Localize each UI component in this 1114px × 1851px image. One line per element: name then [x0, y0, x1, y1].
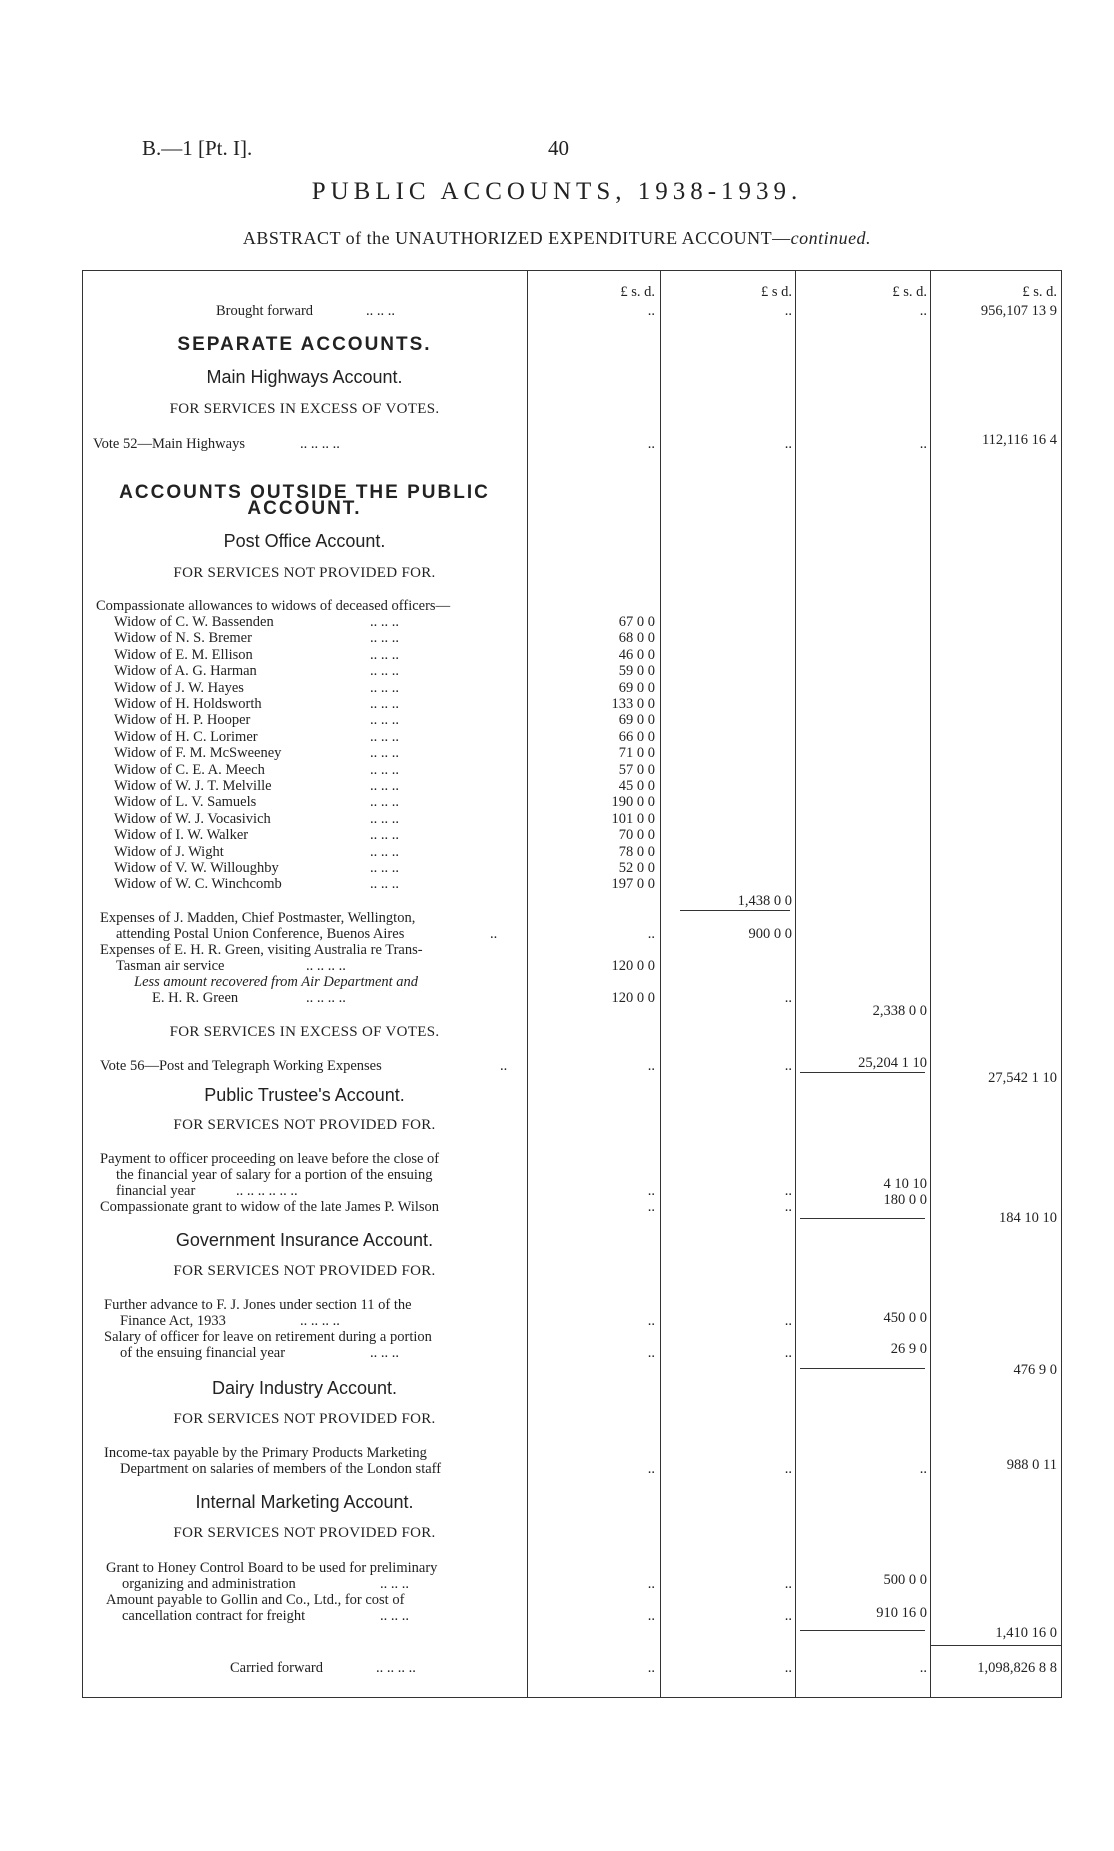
- separate-accounts-heading: SEPARATE ACCOUNTS.: [177, 334, 432, 355]
- not-provided-caption: FOR SERVICES NOT PROVIDED FOR.: [173, 1411, 436, 1427]
- vote52-label: Vote 52—Main Highways: [93, 436, 245, 452]
- madden-c2: 900 0 0: [748, 926, 792, 942]
- subtotal-rule: [800, 1072, 925, 1073]
- vote52-c2: ..: [784, 436, 792, 452]
- leader-dots: .. .. ..: [370, 614, 399, 630]
- widow-name: Widow of H. Holdsworth: [114, 696, 262, 712]
- widow-amount: 133 0 0: [611, 696, 655, 712]
- document-reference: B.—1 [Pt. I].: [142, 136, 253, 160]
- compassionate-intro: Compassionate allowances to widows of deceased officers—: [96, 598, 451, 614]
- carried-forward-label: Carried forward: [230, 1660, 323, 1676]
- widow-amount: 69 0 0: [618, 680, 655, 696]
- payment-line-1: Payment to officer proceeding on leave before the close of: [100, 1151, 440, 1167]
- jones-c1: ..: [647, 1313, 655, 1329]
- subtotal-rule: [800, 1368, 925, 1369]
- widow-amount: 70 0 0: [618, 827, 655, 843]
- widow-name: Widow of V. W. Willoughby: [114, 860, 279, 876]
- leader-dots: .. .. ..: [370, 647, 399, 663]
- widow-amount: 52 0 0: [618, 860, 655, 876]
- table-right-rule: [1061, 270, 1062, 1698]
- leader-dots: .. .. ..: [370, 745, 399, 761]
- c4-currency-header: £ s. d.: [1022, 284, 1057, 300]
- salary-line-1: Salary of officer for leave on retirement during a portion: [104, 1329, 432, 1345]
- leader-dots: .. .. ..: [370, 1345, 399, 1361]
- less-c1: 120 0 0: [611, 990, 655, 1006]
- table-bottom-rule: [82, 1697, 1062, 1698]
- page-number: 40: [548, 136, 569, 160]
- vote52-c4: 112,116 16 4: [981, 432, 1057, 448]
- jones-line-2: Finance Act, 1933: [120, 1313, 226, 1329]
- subtotal-rule: [800, 1218, 925, 1219]
- widows-total: 1,438 0 0: [737, 893, 792, 909]
- widow-name: Widow of A. G. Harman: [114, 663, 257, 679]
- widow-name: Widow of J. Wight: [114, 844, 224, 860]
- carried-forward-c3: ..: [919, 1660, 927, 1676]
- widow-name: Widow of H. C. Lorimer: [114, 729, 258, 745]
- column-rule-3: [795, 270, 796, 1698]
- column-rule-2: [660, 270, 661, 1698]
- salary-c1: ..: [647, 1345, 655, 1361]
- dairy-heading: Dairy Industry Account.: [211, 1378, 398, 1398]
- leader-dots: .. .. ..: [370, 762, 399, 778]
- leader-dots: .. .. .. ..: [306, 958, 346, 974]
- less-line-2: E. H. R. Green: [152, 990, 239, 1006]
- green-line-2: Tasman air service: [116, 958, 225, 974]
- gollin-c1: ..: [647, 1608, 655, 1624]
- c2-currency-header: £ s d.: [760, 284, 792, 300]
- c3-currency-header: £ s. d.: [892, 284, 927, 300]
- post-office-subtotal: 2,338 0 0: [872, 1003, 927, 1019]
- not-provided-caption: FOR SERVICES NOT PROVIDED FOR.: [173, 1525, 436, 1541]
- dairy-c3: ..: [919, 1461, 927, 1477]
- wilson-c3: 180 0 0: [883, 1192, 927, 1208]
- vote56-c3: 25,204 1 10: [858, 1055, 927, 1071]
- payment-line-2: the financial year of salary for a portion of the ensuing: [116, 1167, 433, 1183]
- internal-marketing-total: 1,410 16 0: [995, 1625, 1057, 1641]
- column-rule-1: [527, 270, 528, 1698]
- total-rule: [930, 1645, 1062, 1646]
- brought-forward-c1: ..: [647, 303, 655, 319]
- widow-amount: 190 0 0: [611, 794, 655, 810]
- widow-name: Widow of W. C. Winchcomb: [114, 876, 282, 892]
- widow-amount: 66 0 0: [618, 729, 655, 745]
- widow-amount: 71 0 0: [618, 745, 655, 761]
- leader-dots: .. .. ..: [370, 876, 399, 892]
- dairy-line-2: Department on salaries of members of the London staff: [120, 1461, 442, 1477]
- brought-forward-c4: 956,107 13 9: [980, 303, 1057, 319]
- leader-dots: .. .. .. ..: [300, 1313, 340, 1329]
- leader-dots: .. .. ..: [370, 827, 399, 843]
- leader-dots: .. .. ..: [370, 778, 399, 794]
- jones-c3: 450 0 0: [883, 1310, 927, 1326]
- gollin-line-2: cancellation contract for freight: [122, 1608, 306, 1624]
- dairy-line-1: Income-tax payable by the Primary Products Marketing: [104, 1445, 427, 1461]
- jones-line-1: Further advance to F. J. Jones under section 11 of the: [104, 1297, 412, 1313]
- leader-dots: ..: [500, 1058, 508, 1074]
- widow-name: Widow of F. M. McSweeney: [114, 745, 282, 761]
- widow-amount: 197 0 0: [611, 876, 655, 892]
- salary-c2: ..: [784, 1345, 792, 1361]
- vote52-c3: ..: [919, 436, 927, 452]
- vote52-c1: ..: [647, 436, 655, 452]
- leader-dots: .. .. .. .. .. ..: [236, 1183, 298, 1199]
- payment-c1: ..: [647, 1183, 655, 1199]
- wilson-c2: ..: [784, 1199, 792, 1215]
- madden-c1: ..: [647, 926, 655, 942]
- widow-name: Widow of W. J. T. Melville: [114, 778, 272, 794]
- madden-line-2: attending Postal Union Conference, Buenos Aires: [116, 926, 405, 942]
- wilson-label: Compassionate grant to widow of the late James P. Wilson: [100, 1199, 440, 1215]
- leader-dots: ..: [490, 926, 498, 942]
- honey-c1: ..: [647, 1576, 655, 1592]
- c1-currency-header: £ s. d.: [620, 284, 655, 300]
- vote56-c1: ..: [647, 1058, 655, 1074]
- green-line-1: Expenses of E. H. R. Green, visiting Australia re Trans-: [100, 942, 423, 958]
- widow-name: Widow of H. P. Hooper: [114, 712, 251, 728]
- less-line-1: Less amount recovered from Air Department and: [134, 974, 419, 990]
- dairy-c1: ..: [647, 1461, 655, 1477]
- outside-accounts-heading: ACCOUNTS OUTSIDE THE PUBLIC: [119, 482, 490, 503]
- internal-marketing-heading: Internal Marketing Account.: [195, 1492, 414, 1512]
- payment-c3: 4 10 10: [883, 1176, 927, 1192]
- dairy-c2: ..: [784, 1461, 792, 1477]
- vote56-c2: ..: [784, 1058, 792, 1074]
- excess-votes-caption-2: FOR SERVICES IN EXCESS OF VOTES.: [169, 1024, 440, 1040]
- brought-forward-label: Brought forward: [216, 303, 314, 319]
- widow-amount: 101 0 0: [611, 811, 655, 827]
- not-provided-caption: FOR SERVICES NOT PROVIDED FOR.: [173, 565, 436, 581]
- page-title: PUBLIC ACCOUNTS, 1938-1939.: [311, 178, 803, 205]
- honey-line-1: Grant to Honey Control Board to be used for preliminary: [106, 1560, 438, 1576]
- wilson-c1: ..: [647, 1199, 655, 1215]
- column-rule-4: [930, 270, 931, 1698]
- leader-dots: .. .. ..: [380, 1576, 409, 1592]
- leader-dots: .. .. ..: [370, 712, 399, 728]
- widow-name: Widow of I. W. Walker: [114, 827, 249, 843]
- brought-forward-c3: ..: [919, 303, 927, 319]
- vote56-label: Vote 56—Post and Telegraph Working Expenses: [100, 1058, 382, 1074]
- subtotal-rule: [680, 910, 790, 911]
- not-provided-caption: FOR SERVICES NOT PROVIDED FOR.: [173, 1117, 436, 1133]
- salary-c3: 26 9 0: [890, 1341, 927, 1357]
- subtotal-rule: [800, 1630, 925, 1631]
- gollin-c3: 910 16 0: [876, 1605, 927, 1621]
- not-provided-caption: FOR SERVICES NOT PROVIDED FOR.: [173, 1263, 436, 1279]
- widow-name: Widow of W. J. Vocasivich: [114, 811, 271, 827]
- leader-dots: .. .. .. ..: [376, 1660, 416, 1676]
- leader-dots: .. .. ..: [370, 860, 399, 876]
- carried-forward-c1: ..: [647, 1660, 655, 1676]
- widow-amount: 45 0 0: [618, 778, 655, 794]
- leader-dots: .. .. ..: [370, 811, 399, 827]
- widow-name: Widow of C. W. Bassenden: [114, 614, 274, 630]
- brought-forward-c2: ..: [784, 303, 792, 319]
- leader-dots: .. .. ..: [370, 696, 399, 712]
- widow-amount: 69 0 0: [618, 712, 655, 728]
- public-trustee-total: 184 10 10: [999, 1210, 1057, 1226]
- honey-c3: 500 0 0: [883, 1572, 927, 1588]
- carried-forward-c4: 1,098,826 8 8: [977, 1660, 1057, 1676]
- dairy-c4: 988 0 11: [1006, 1457, 1057, 1473]
- public-trustee-heading: Public Trustee's Account.: [204, 1085, 405, 1105]
- leader-dots: .. .. ..: [370, 663, 399, 679]
- post-office-total: 27,542 1 10: [988, 1070, 1057, 1086]
- leader-dots: .. .. ..: [370, 680, 399, 696]
- leader-dots: .. .. ..: [370, 729, 399, 745]
- post-office-heading: Post Office Account.: [223, 531, 386, 551]
- widow-name: Widow of E. M. Ellison: [114, 647, 253, 663]
- jones-c2: ..: [784, 1313, 792, 1329]
- outside-accounts-heading-2: ACCOUNT.: [247, 498, 362, 519]
- carried-forward-c2: ..: [784, 1660, 792, 1676]
- salary-line-2: of the ensuing financial year: [120, 1345, 286, 1361]
- widow-name: Widow of J. W. Hayes: [114, 680, 244, 696]
- gov-insurance-total: 476 9 0: [1013, 1362, 1057, 1378]
- widow-amount: 67 0 0: [618, 614, 655, 630]
- leader-dots: .. .. ..: [366, 303, 395, 319]
- leader-dots: .. .. ..: [370, 630, 399, 646]
- widow-amount: 57 0 0: [618, 762, 655, 778]
- gollin-line-1: Amount payable to Gollin and Co., Ltd., for cost of: [106, 1592, 405, 1608]
- gov-insurance-heading: Government Insurance Account.: [175, 1230, 434, 1250]
- green-c1: 120 0 0: [611, 958, 655, 974]
- payment-line-3: financial year: [116, 1183, 196, 1199]
- page-subtitle: ABSTRACT of the UNAUTHORIZED EXPENDITURE ACCOUNT—continued.: [242, 228, 872, 248]
- widow-amount: 46 0 0: [618, 647, 655, 663]
- table-top-rule: [82, 270, 1062, 271]
- leader-dots: .. .. .. ..: [306, 990, 346, 1006]
- leader-dots: .. .. ..: [380, 1608, 409, 1624]
- widow-amount: 78 0 0: [618, 844, 655, 860]
- honey-line-2: organizing and administration: [122, 1576, 296, 1592]
- widow-name: Widow of L. V. Samuels: [114, 794, 257, 810]
- honey-c2: ..: [784, 1576, 792, 1592]
- main-highways-heading: Main Highways Account.: [206, 367, 403, 387]
- less-c2: ..: [784, 990, 792, 1006]
- leader-dots: .. .. ..: [370, 794, 399, 810]
- widow-name: Widow of C. E. A. Meech: [114, 762, 265, 778]
- madden-line-1: Expenses of J. Madden, Chief Postmaster, Wellington,: [100, 910, 416, 926]
- widow-amount: 68 0 0: [618, 630, 655, 646]
- leader-dots: .. .. .. ..: [300, 436, 340, 452]
- excess-votes-caption: FOR SERVICES IN EXCESS OF VOTES.: [169, 401, 440, 417]
- payment-c2: ..: [784, 1183, 792, 1199]
- gollin-c2: ..: [784, 1608, 792, 1624]
- widow-name: Widow of N. S. Bremer: [114, 630, 252, 646]
- widow-amount: 59 0 0: [618, 663, 655, 679]
- leader-dots: .. .. ..: [370, 844, 399, 860]
